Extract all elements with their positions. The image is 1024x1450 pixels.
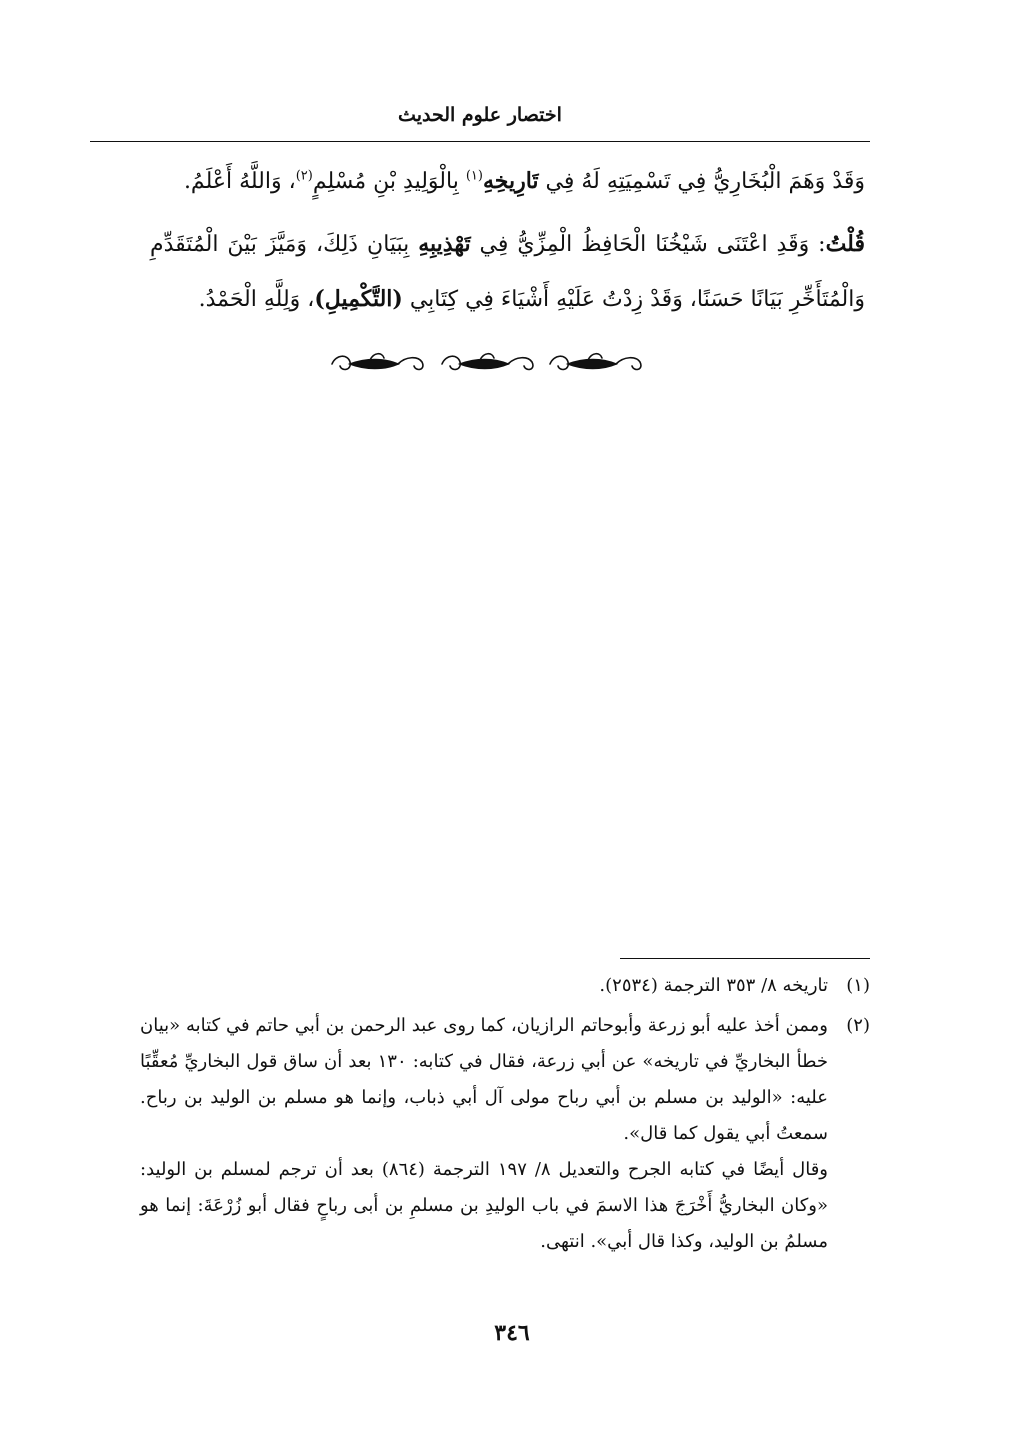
footnote-number: (٢) bbox=[846, 1015, 870, 1036]
footnote-2 bbox=[140, 1008, 870, 1260]
running-header: اختصار علوم الحديث bbox=[398, 104, 562, 126]
footnote-separator bbox=[620, 958, 870, 959]
para1-bold-tarikh: تَارِيخِهِ bbox=[482, 168, 539, 194]
para2-bold-qultu: قُلْتُ bbox=[825, 231, 865, 257]
section-ornament bbox=[326, 348, 646, 380]
footnote-line: تاريخه ٨/ ٣٥٣ الترجمة (٢٥٣٤). bbox=[599, 975, 828, 996]
para1-text-1: وَقَدْ وَهَمَ الْبُخَارِيُّ فِي تَسْمِيَتِهِ لَهُ فِي bbox=[538, 169, 865, 194]
footnote-ref-1[interactable]: (١) bbox=[465, 168, 483, 184]
para2-text-3: ، وَلِلَّهِ الْحَمْدُ. bbox=[198, 287, 315, 312]
ornament-unit-center bbox=[442, 354, 533, 370]
footnote-body bbox=[140, 1008, 828, 1260]
para2-text-2: بِبَيَانِ ذَلِكَ، وَمَيَّزَ بَيْنَ الْمُتَقَدِّمِ وَالْمُتَأَخِّرِ بَيَانًا حَسَنًا، وَقَدْ زِدْتُ عَلَيْهِ أَشْيَاءَ فِي كِتَابِي bbox=[150, 232, 865, 312]
footnote-number: (١) bbox=[846, 975, 870, 996]
paragraph-1 bbox=[150, 152, 865, 211]
page-number: ٣٤٦ bbox=[494, 1320, 530, 1346]
para2-text-1: : وَقَدِ اعْتَنَى شَيْخُنَا الْحَافِظُ الْمِزِّيُّ فِي bbox=[470, 232, 826, 257]
footnote-1 bbox=[140, 968, 870, 1004]
para1-text-3: ، وَاللَّهُ أَعْلَمُ. bbox=[183, 169, 296, 194]
footnote-ref-2[interactable]: (٢) bbox=[295, 168, 313, 184]
para2-bold-takmil: (التَّكْمِيلِ) bbox=[314, 286, 403, 312]
main-text bbox=[150, 152, 865, 327]
footnote-line: وقال أيضًا في كتابه الجرح والتعديل ٨/ ١٩٧ الترجمة (٨٦٤) بعد أن ترجم لمسلم بن الوليد: «وكان البخاريُّ أَخْرَجَ هذا الاسمَ في باب الوليدِ بن مسلمِ بن أبى رباحٍ فقال أبو زُرْعَةَ: إنما هو مسلمُ بن الوليد، وكذا قال أبي». انتهى. bbox=[140, 1159, 828, 1252]
ornament-unit-left bbox=[332, 354, 423, 370]
footnote-body bbox=[140, 968, 828, 1004]
header-rule bbox=[90, 141, 870, 142]
paragraph-2 bbox=[150, 217, 865, 327]
footnotes bbox=[140, 968, 870, 1264]
para2-bold-tahdhib: تَهْذِيبِهِ bbox=[418, 231, 471, 257]
footnote-line: وممن أخذ عليه أبو زرعة وأبوحاتم الرازيان، كما روى عبد الرحمن بن أبي حاتم في كتابه «بيان خطأ البخاريِّ في تاريخه» عن أبي زرعة، فقال في كتابه: ١٣٠ بعد أن ساق قول البخاريِّ مُعقِّبًا عليه: «الوليد بن مسلم بن أبي رباح مولى آل أبي ذباب، وإنما هو مسلم بن الوليد بن رباح. سمعتُ أبي يقول كما قال». bbox=[140, 1015, 828, 1144]
para1-text-2: بِالْوَلِيدِ بْنِ مُسْلِمٍ bbox=[312, 169, 466, 194]
ornament-unit-right bbox=[550, 354, 641, 370]
